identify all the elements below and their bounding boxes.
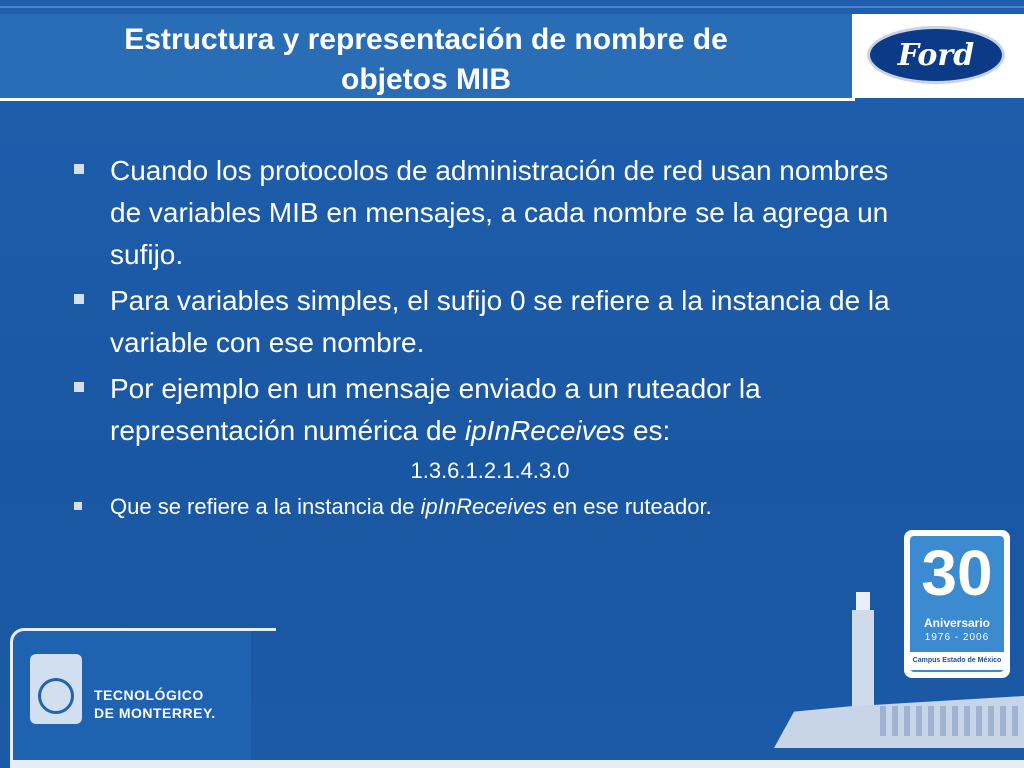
institution-line-2: DE MONTERREY. xyxy=(94,705,216,721)
tec-seal-ring xyxy=(38,678,74,714)
slide-content xyxy=(72,150,922,526)
anniversary-badge-inner xyxy=(910,536,1004,672)
ford-logo-icon xyxy=(867,26,1005,84)
slide-title xyxy=(20,20,832,100)
bullet-item xyxy=(72,280,922,364)
footer-strip xyxy=(10,760,1024,768)
anniversary-years: 1976 - 2006 xyxy=(924,632,990,643)
building-windows xyxy=(880,706,1020,736)
sub-bullet-text-emphasis: ipInReceives xyxy=(420,494,547,519)
title-line-1: Estructura y representación de nombre de xyxy=(124,23,728,56)
sub-bullet-text-pre: Que se refiere a la instancia de xyxy=(110,494,421,519)
bullet-item xyxy=(72,150,922,276)
bullet-square-icon xyxy=(74,164,84,174)
bullet-square-icon xyxy=(74,382,84,392)
sub-bullet-text-post: en ese ruteador. xyxy=(546,494,712,519)
anniversary-number: 30 xyxy=(921,537,993,609)
title-bar xyxy=(0,14,855,101)
top-divider xyxy=(0,6,1024,8)
ford-logo-text: Ford xyxy=(897,37,975,73)
bullet-text: Para variables simples, el sufijo 0 se refiere a la instancia de la variable con ese nombre. xyxy=(110,285,890,358)
bullet-square-icon xyxy=(74,294,84,304)
bullet-text: Cuando los protocolos de administración de red usan nombres de variables MIB en mensajes, a cada nombre se la agrega un sufijo. xyxy=(110,155,889,270)
oid-value: 1.3.6.1.2.1.4.3.0 xyxy=(410,458,570,483)
bullet-text-emphasis: ipInReceives xyxy=(464,415,626,446)
bullet-square-icon xyxy=(74,502,82,510)
institution-line-1: TECNOLÓGICO xyxy=(94,687,204,703)
footer-divider xyxy=(246,628,276,765)
anniversary-campus: Campus Estado de México xyxy=(910,652,1004,670)
bullet-text-pre: Por ejemplo en un mensaje enviado a un ruteador la representación numérica de xyxy=(110,373,761,446)
tec-seal-icon xyxy=(30,654,82,724)
anniversary-badge xyxy=(904,530,1010,678)
anniversary-word: Aniversario xyxy=(923,616,991,630)
tower-top xyxy=(856,592,870,612)
bullet-item xyxy=(72,368,922,452)
sub-bullet-item xyxy=(72,492,922,522)
institution-name xyxy=(94,686,216,722)
title-line-2: objetos MIB xyxy=(341,63,511,96)
bullet-text-post: es: xyxy=(625,415,671,446)
ford-logo-box xyxy=(853,14,1024,98)
